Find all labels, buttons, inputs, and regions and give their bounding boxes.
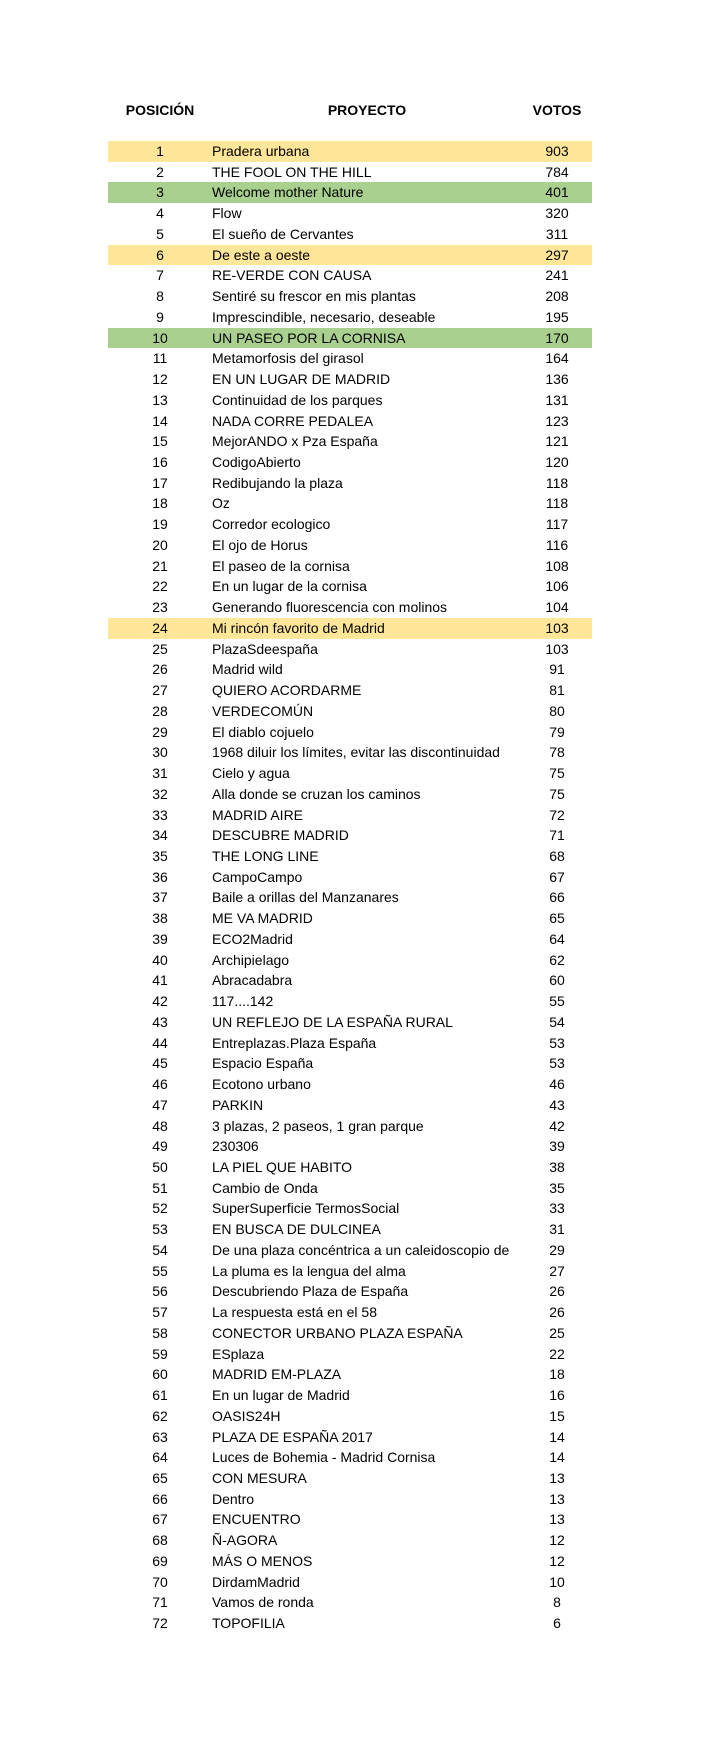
- row-position: 20: [152, 536, 168, 553]
- row-project-name: Corredor ecologico: [212, 516, 331, 533]
- row-position: 45: [152, 1055, 168, 1072]
- row-position: 15: [152, 433, 168, 450]
- row-position: 6: [156, 246, 164, 263]
- table-row: [108, 203, 592, 224]
- table-row: [108, 1530, 592, 1551]
- row-votes: 33: [549, 1200, 565, 1217]
- row-project-name: Entreplazas.Plaza España: [212, 1034, 377, 1051]
- table-row: [108, 991, 592, 1012]
- row-project-name: Espacio España: [212, 1055, 314, 1072]
- row-project-name: Mi rincón favorito de Madrid: [212, 619, 385, 636]
- header-votes: VOTOS: [532, 102, 582, 118]
- table-row: [108, 1344, 592, 1365]
- row-position: 11: [152, 350, 168, 367]
- row-project-name: Pradera urbana: [212, 143, 310, 159]
- table-row: [108, 1302, 592, 1323]
- row-project-name: ENCUENTRO: [212, 1511, 301, 1528]
- table-row: [108, 141, 592, 162]
- row-position: 27: [152, 682, 168, 699]
- row-position: 66: [152, 1490, 168, 1507]
- row-project-name: De una plaza concéntrica a un caleidoscopio de: [212, 1241, 509, 1258]
- row-position: 65: [152, 1470, 168, 1486]
- row-votes: 71: [549, 827, 565, 844]
- row-project-name: PlazaSdeespaña: [212, 640, 318, 657]
- row-position: 68: [152, 1532, 168, 1549]
- row-project-name: En un lugar de Madrid: [212, 1387, 350, 1404]
- row-project-name: De este a oeste: [212, 246, 311, 263]
- table-row: [108, 224, 592, 245]
- table-row: [108, 286, 592, 307]
- row-votes: 62: [549, 951, 565, 968]
- table-row: [108, 348, 592, 369]
- row-position: 42: [152, 993, 168, 1010]
- row-votes: 297: [545, 246, 569, 263]
- row-position: 33: [152, 806, 168, 823]
- row-position: 28: [152, 702, 168, 719]
- row-votes: 25: [549, 1324, 565, 1341]
- row-position: 72: [152, 1615, 168, 1632]
- row-position: 17: [152, 474, 168, 491]
- row-project-name: Welcome mother Nature: [212, 184, 364, 201]
- row-position: 57: [152, 1304, 168, 1321]
- table-row: [108, 1323, 592, 1344]
- row-position: 29: [152, 723, 168, 740]
- row-votes: 320: [545, 205, 569, 222]
- row-project-name: QUIERO ACORDARME: [212, 682, 362, 699]
- row-votes: 81: [549, 682, 565, 699]
- table-row: [108, 245, 592, 266]
- row-position: 47: [152, 1096, 168, 1113]
- row-project-name: RE-VERDE CON CAUSA: [212, 267, 372, 284]
- row-votes: 121: [545, 433, 569, 450]
- row-project-name: CONECTOR URBANO PLAZA ESPAÑA: [212, 1324, 463, 1341]
- row-votes: 123: [545, 412, 569, 429]
- table-row: [108, 825, 592, 846]
- row-project-name: Cielo y agua: [212, 765, 290, 782]
- row-votes: 116: [545, 536, 569, 553]
- row-project-name: TOPOFILIA: [212, 1615, 285, 1632]
- row-votes: 26: [549, 1283, 565, 1300]
- row-votes: 13: [549, 1511, 565, 1528]
- row-position: 13: [152, 391, 168, 408]
- row-project-name: ECO2Madrid: [212, 930, 293, 947]
- table-row: [108, 369, 592, 390]
- table-row: [108, 1157, 592, 1178]
- row-votes: 46: [549, 1076, 565, 1093]
- table-row: [108, 1385, 592, 1406]
- row-project-name: Archipielago: [212, 951, 290, 968]
- table-row: [108, 1406, 592, 1427]
- table-row: [108, 1281, 592, 1302]
- row-project-name: DirdamMadrid: [212, 1573, 300, 1590]
- row-votes: 15: [549, 1407, 565, 1424]
- row-votes: 136: [545, 371, 569, 388]
- row-project-name: Alla donde se cruzan los caminos: [212, 785, 421, 802]
- row-position: 1: [156, 143, 164, 159]
- row-project-name: Luces de Bohemia - Madrid Cornisa: [212, 1449, 436, 1466]
- row-project-name: Flow: [212, 205, 242, 222]
- row-position: 40: [152, 951, 168, 968]
- table-row: [108, 493, 592, 514]
- row-project-name: Generando fluorescencia con molinos: [212, 599, 448, 616]
- table-row: [108, 1053, 592, 1074]
- table-row: [108, 597, 592, 618]
- row-votes: 10: [549, 1573, 565, 1590]
- table-row: [108, 1572, 592, 1593]
- table-row: [108, 535, 592, 556]
- row-position: 46: [152, 1076, 168, 1093]
- row-project-name: Oz: [212, 495, 230, 512]
- table-row: [108, 411, 592, 432]
- row-project-name: MADRID EM-PLAZA: [212, 1366, 342, 1383]
- row-votes: 31: [549, 1221, 565, 1238]
- row-votes: 784: [545, 163, 569, 180]
- row-votes: 80: [549, 702, 565, 719]
- row-votes: 14: [549, 1428, 565, 1445]
- row-position: 37: [152, 889, 168, 906]
- row-position: 3: [156, 184, 164, 201]
- row-project-name: Ecotono urbano: [212, 1076, 311, 1093]
- row-project-name: La pluma es la lengua del alma: [212, 1262, 406, 1279]
- table-row: [108, 1613, 592, 1634]
- row-project-name: CampoCampo: [212, 868, 303, 885]
- row-votes: 38: [549, 1158, 565, 1175]
- row-position: 21: [152, 557, 168, 574]
- row-project-name: THE LONG LINE: [212, 847, 319, 864]
- row-votes: 241: [545, 267, 569, 284]
- row-votes: 6: [553, 1615, 561, 1632]
- row-project-name: Baile a orillas del Manzanares: [212, 889, 399, 906]
- table-row: [108, 1074, 592, 1095]
- row-project-name: La respuesta está en el 58: [212, 1304, 378, 1321]
- table-row: [108, 1468, 592, 1489]
- table-body: [108, 141, 592, 1634]
- table-row: [108, 473, 592, 494]
- row-votes: 43: [549, 1096, 565, 1113]
- row-votes: 106: [545, 578, 569, 595]
- table-row: [108, 659, 592, 680]
- row-position: 9: [156, 308, 164, 325]
- table-row: [108, 639, 592, 660]
- row-project-name: MÁS O MENOS: [212, 1552, 313, 1569]
- row-project-name: PLAZA DE ESPAÑA 2017: [212, 1428, 373, 1445]
- row-position: 60: [152, 1366, 168, 1383]
- table-row: [108, 950, 592, 971]
- row-position: 39: [152, 930, 168, 947]
- row-position: 62: [152, 1407, 168, 1424]
- row-votes: 311: [545, 225, 569, 242]
- row-project-name: 3 plazas, 2 paseos, 1 gran parque: [212, 1117, 424, 1134]
- table-row: [108, 1136, 592, 1157]
- row-position: 12: [152, 371, 168, 388]
- table-row: [108, 1261, 592, 1282]
- row-project-name: Continuidad de los parques: [212, 391, 383, 408]
- row-project-name: Metamorfosis del girasol: [212, 350, 364, 367]
- table-row: [108, 1364, 592, 1385]
- row-project-name: UN REFLEJO DE LA ESPAÑA RURAL: [212, 1013, 453, 1030]
- row-project-name: Ñ-AGORA: [212, 1532, 278, 1549]
- row-votes: 18: [549, 1366, 565, 1383]
- row-votes: 8: [553, 1594, 561, 1611]
- row-votes: 60: [549, 972, 565, 989]
- table-header: [108, 100, 592, 122]
- row-project-name: El diablo cojuelo: [212, 723, 314, 740]
- row-votes: 29: [549, 1241, 565, 1258]
- row-votes: 35: [549, 1179, 565, 1196]
- table-row: [108, 390, 592, 411]
- row-position: 31: [152, 765, 168, 782]
- row-project-name: 230306: [212, 1138, 259, 1155]
- row-votes: 53: [549, 1034, 565, 1051]
- row-votes: 12: [549, 1552, 565, 1569]
- table-row: [108, 1509, 592, 1530]
- row-votes: 118: [545, 474, 569, 491]
- row-votes: 117: [545, 516, 569, 533]
- row-votes: 108: [545, 557, 569, 574]
- row-position: 22: [152, 578, 168, 595]
- row-position: 36: [152, 868, 168, 885]
- row-votes: 27: [549, 1262, 565, 1279]
- row-votes: 13: [549, 1490, 565, 1507]
- table-row: [108, 846, 592, 867]
- row-votes: 39: [549, 1138, 565, 1155]
- row-position: 71: [152, 1594, 168, 1611]
- table-row: [108, 328, 592, 349]
- row-project-name: OASIS24H: [212, 1407, 281, 1424]
- row-position: 7: [156, 267, 164, 284]
- table-row: [108, 680, 592, 701]
- row-project-name: El ojo de Horus: [212, 536, 308, 553]
- row-votes: 42: [549, 1117, 565, 1134]
- row-position: 69: [152, 1552, 168, 1569]
- table-row: [108, 722, 592, 743]
- row-position: 38: [152, 910, 168, 927]
- row-votes: 208: [545, 288, 569, 305]
- row-position: 56: [152, 1283, 168, 1300]
- row-project-name: Cambio de Onda: [212, 1179, 318, 1196]
- row-position: 23: [152, 599, 168, 616]
- row-position: 2: [156, 163, 164, 180]
- row-position: 35: [152, 847, 168, 864]
- table-row: [108, 307, 592, 328]
- row-votes: 79: [549, 723, 565, 740]
- header-position: POSICIÓN: [125, 102, 195, 118]
- row-position: 16: [152, 454, 168, 471]
- row-votes: 903: [545, 143, 569, 159]
- row-votes: 55: [549, 993, 565, 1010]
- row-position: 44: [152, 1034, 168, 1051]
- row-votes: 104: [545, 599, 569, 616]
- row-position: 32: [152, 785, 168, 802]
- row-project-name: VERDECOMÚN: [212, 702, 314, 719]
- row-position: 51: [152, 1179, 168, 1196]
- row-project-name: MejorANDO x Pza España: [212, 433, 378, 450]
- row-votes: 91: [549, 661, 565, 678]
- row-votes: 67: [549, 868, 565, 885]
- table-row: [108, 1489, 592, 1510]
- row-position: 8: [156, 288, 164, 305]
- table-row: [108, 805, 592, 826]
- table-row: [108, 784, 592, 805]
- table-row: [108, 514, 592, 535]
- row-project-name: CodigoAbierto: [212, 454, 301, 471]
- table-row: [108, 618, 592, 639]
- row-position: 4: [156, 205, 164, 222]
- row-votes: 54: [549, 1013, 565, 1030]
- row-project-name: Redibujando la plaza: [212, 474, 343, 491]
- row-position: 58: [152, 1324, 168, 1341]
- row-project-name: 1968 diluir los límites, evitar las discontinuidad: [212, 744, 500, 761]
- row-project-name: EN BUSCA DE DULCINEA: [212, 1221, 381, 1238]
- row-votes: 103: [545, 640, 569, 657]
- row-position: 41: [152, 972, 168, 989]
- row-project-name: PARKIN: [212, 1096, 264, 1113]
- row-project-name: UN PASEO POR LA CORNISA: [212, 329, 406, 346]
- table-row: [108, 1447, 592, 1468]
- header-project: PROYECTO: [327, 102, 407, 118]
- row-position: 10: [152, 329, 168, 346]
- row-project-name: CON MESURA: [212, 1470, 307, 1486]
- table-row: [108, 452, 592, 473]
- row-project-name: Descubriendo Plaza de España: [212, 1283, 409, 1300]
- table-row: [108, 162, 592, 183]
- row-votes: 13: [549, 1470, 565, 1486]
- row-project-name: El paseo de la cornisa: [212, 557, 350, 574]
- row-project-name: Dentro: [212, 1490, 255, 1507]
- table-row: [108, 1240, 592, 1261]
- row-project-name: DESCUBRE MADRID: [212, 827, 349, 844]
- table-row: [108, 887, 592, 908]
- row-votes: 164: [545, 350, 569, 367]
- table-row: [108, 1116, 592, 1137]
- row-project-name: Sentiré su frescor en mis plantas: [212, 288, 416, 305]
- row-position: 30: [152, 744, 168, 761]
- row-votes: 78: [549, 744, 565, 761]
- row-votes: 118: [545, 495, 569, 512]
- row-project-name: El sueño de Cervantes: [212, 225, 354, 242]
- table-row: [108, 1551, 592, 1572]
- row-votes: 103: [545, 619, 569, 636]
- table-row: [108, 1592, 592, 1613]
- row-position: 43: [152, 1013, 168, 1030]
- table-row: [108, 908, 592, 929]
- table-row: [108, 576, 592, 597]
- row-position: 52: [152, 1200, 168, 1217]
- table-row: [108, 1219, 592, 1240]
- table-row: [108, 556, 592, 577]
- row-position: 49: [152, 1138, 168, 1155]
- row-position: 26: [152, 661, 168, 678]
- row-project-name: ME VA MADRID: [212, 910, 313, 927]
- row-votes: 14: [549, 1449, 565, 1466]
- row-project-name: 117....142: [212, 993, 274, 1010]
- row-project-name: THE FOOL ON THE HILL: [212, 163, 372, 180]
- row-project-name: NADA CORRE PEDALEA: [212, 412, 374, 429]
- row-votes: 16: [549, 1387, 565, 1404]
- row-position: 5: [156, 225, 164, 242]
- row-votes: 68: [549, 847, 565, 864]
- row-position: 54: [152, 1241, 168, 1258]
- row-position: 18: [152, 495, 168, 512]
- row-votes: 65: [549, 910, 565, 927]
- row-votes: 66: [549, 889, 565, 906]
- row-position: 67: [152, 1511, 168, 1528]
- row-project-name: EN UN LUGAR DE MADRID: [212, 371, 391, 388]
- row-position: 19: [152, 516, 168, 533]
- row-position: 64: [152, 1449, 168, 1466]
- row-votes: 195: [545, 308, 569, 325]
- row-votes: 26: [549, 1304, 565, 1321]
- row-votes: 22: [549, 1345, 565, 1362]
- row-votes: 12: [549, 1532, 565, 1549]
- table-row: [108, 763, 592, 784]
- table-row: [108, 1033, 592, 1054]
- row-votes: 72: [549, 806, 565, 823]
- row-project-name: Madrid wild: [212, 661, 283, 678]
- row-project-name: Abracadabra: [212, 972, 293, 989]
- row-position: 48: [152, 1117, 168, 1134]
- row-position: 25: [152, 640, 168, 657]
- row-position: 24: [152, 619, 168, 636]
- table-row: [108, 182, 592, 203]
- row-votes: 64: [549, 930, 565, 947]
- row-votes: 53: [549, 1055, 565, 1072]
- row-votes: 131: [545, 391, 569, 408]
- row-project-name: Vamos de ronda: [212, 1594, 314, 1611]
- table-row: [108, 867, 592, 888]
- table-row: [108, 970, 592, 991]
- row-votes: 170: [545, 329, 569, 346]
- row-position: 34: [152, 827, 168, 844]
- row-votes: 75: [549, 785, 565, 802]
- table-row: [108, 701, 592, 722]
- table-row: [108, 431, 592, 452]
- row-votes: 401: [545, 184, 569, 201]
- row-position: 59: [152, 1345, 168, 1362]
- table-row: [108, 1178, 592, 1199]
- row-project-name: MADRID AIRE: [212, 806, 304, 823]
- row-project-name: En un lugar de la cornisa: [212, 578, 367, 595]
- row-position: 55: [152, 1262, 168, 1279]
- row-position: 63: [152, 1428, 168, 1445]
- table-row: [108, 929, 592, 950]
- table-row: [108, 1095, 592, 1116]
- row-votes: 75: [549, 765, 565, 782]
- row-position: 53: [152, 1221, 168, 1238]
- row-position: 14: [152, 412, 168, 429]
- row-project-name: SuperSuperficie TermosSocial: [212, 1200, 400, 1217]
- row-position: 61: [152, 1387, 168, 1404]
- table-row: [108, 1012, 592, 1033]
- table-row: [108, 265, 592, 286]
- row-project-name: LA PIEL QUE HABITO: [212, 1158, 353, 1175]
- row-project-name: Imprescindible, necesario, deseable: [212, 308, 436, 325]
- table-row: [108, 1427, 592, 1448]
- row-project-name: ESplaza: [212, 1345, 265, 1362]
- row-position: 70: [152, 1573, 168, 1590]
- table-row: [108, 742, 592, 763]
- table-row: [108, 1198, 592, 1219]
- row-position: 50: [152, 1158, 168, 1175]
- row-votes: 120: [545, 454, 569, 471]
